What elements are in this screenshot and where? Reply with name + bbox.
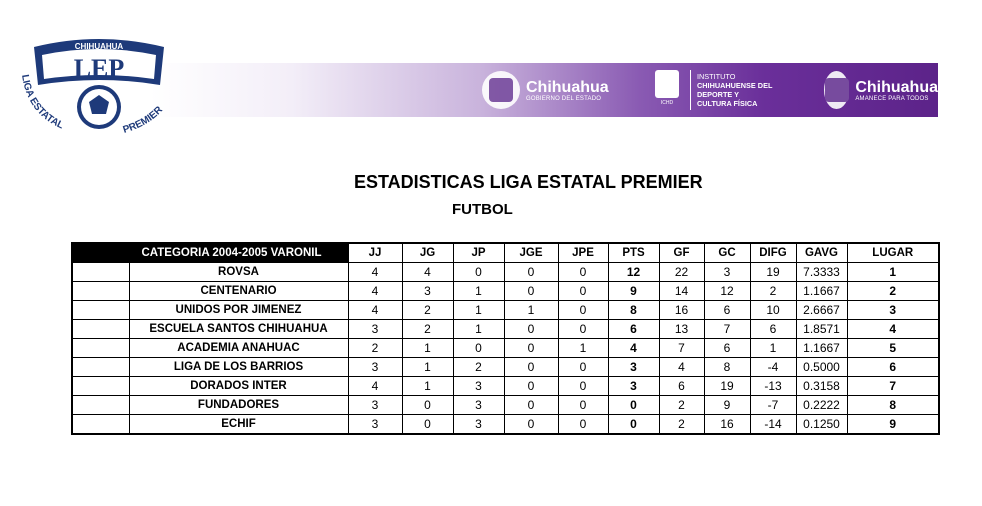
jp-cell: 0 [453,339,504,358]
jge-cell: 0 [504,415,558,435]
gc-cell: 3 [704,263,750,282]
lugar-cell: 6 [847,358,939,377]
sponsor-tagline: AMANECE PARA TODOS [855,95,929,102]
gc-cell: 9 [704,396,750,415]
column-header: GF [659,243,704,263]
jge-cell: 0 [504,320,558,339]
difg-cell: 1 [750,339,796,358]
jg-cell: 2 [402,320,453,339]
table-row [72,263,939,282]
team-name-cell: LIGA DE LOS BARRIOS [129,358,348,377]
jg-cell: 1 [402,358,453,377]
column-header: GAVG [796,243,847,263]
team-name-cell: FUNDADORES [129,396,348,415]
difg-cell: 2 [750,282,796,301]
jp-cell: 3 [453,396,504,415]
jpe-cell: 1 [558,339,608,358]
jge-cell: 0 [504,358,558,377]
team-name-cell: ROVSA [129,263,348,282]
team-name-cell: ECHIF [129,415,348,435]
pts-cell: 8 [608,301,659,320]
jp-cell: 0 [453,263,504,282]
row-blank-cell [72,339,129,358]
difg-cell: 6 [750,320,796,339]
ichd-line: INSTITUTO [697,72,736,81]
column-header: JG [402,243,453,263]
gf-cell: 4 [659,358,704,377]
jj-cell: 4 [348,377,402,396]
jj-cell: 3 [348,415,402,435]
lugar-cell: 2 [847,282,939,301]
jge-cell: 0 [504,282,558,301]
jp-cell: 3 [453,377,504,396]
lugar-cell: 7 [847,377,939,396]
jj-cell: 3 [348,320,402,339]
column-header: JJ [348,243,402,263]
sponsor-amanece [824,67,938,113]
jg-cell: 0 [402,396,453,415]
gavg-cell: 0.2222 [796,396,847,415]
pts-cell: 12 [608,263,659,282]
sponsor-name: Chihuahua [526,78,609,96]
gf-cell: 2 [659,415,704,435]
team-name-cell: ESCUELA SANTOS CHIHUAHUA [129,320,348,339]
sponsor-gobierno [482,67,609,113]
row-blank-cell [72,320,129,339]
lugar-cell: 1 [847,263,939,282]
sponsor-divider [690,70,691,110]
standings-table [71,242,940,435]
gc-cell: 6 [704,339,750,358]
gavg-cell: 7.3333 [796,263,847,282]
gavg-cell: 0.1250 [796,415,847,435]
pts-cell: 9 [608,282,659,301]
table-header-row [72,243,939,263]
pts-cell: 3 [608,377,659,396]
jpe-cell: 0 [558,415,608,435]
table-row [72,415,939,435]
sponsor-ichd [652,67,772,113]
team-name-cell: UNIDOS POR JIMENEZ [129,301,348,320]
row-blank-cell [72,263,129,282]
jpe-cell: 0 [558,377,608,396]
gf-cell: 22 [659,263,704,282]
jp-cell: 1 [453,282,504,301]
jge-cell: 1 [504,301,558,320]
row-blank-cell [72,358,129,377]
table-row [72,282,939,301]
column-header: LUGAR [847,243,939,263]
state-shield-icon [824,71,849,109]
row-blank-cell [72,415,129,435]
jp-cell: 1 [453,301,504,320]
gavg-cell: 1.1667 [796,339,847,358]
table-row [72,358,939,377]
team-name-cell: ACADEMIA ANAHUAC [129,339,348,358]
jj-cell: 4 [348,282,402,301]
team-name-cell: CENTENARIO [129,282,348,301]
pts-cell: 3 [608,358,659,377]
row-blank-cell [72,377,129,396]
gavg-cell: 1.1667 [796,282,847,301]
jge-cell: 0 [504,263,558,282]
gc-cell: 7 [704,320,750,339]
gc-cell: 6 [704,301,750,320]
sponsor-tagline: GOBIERNO DEL ESTADO [526,95,602,102]
ichd-line: CHIHUAHUENSE DEL [697,81,773,90]
column-header: JP [453,243,504,263]
jj-cell: 3 [348,358,402,377]
gf-cell: 6 [659,377,704,396]
row-blank-cell [72,301,129,320]
sponsor-name: Chihuahua [855,78,938,96]
pts-cell: 4 [608,339,659,358]
jpe-cell: 0 [558,282,608,301]
pts-cell: 0 [608,415,659,435]
difg-cell: -14 [750,415,796,435]
difg-cell: -13 [750,377,796,396]
jj-cell: 4 [348,263,402,282]
jpe-cell: 0 [558,301,608,320]
column-header: PTS [608,243,659,263]
gf-cell: 16 [659,301,704,320]
gavg-cell: 0.3158 [796,377,847,396]
difg-cell: -4 [750,358,796,377]
lugar-cell: 5 [847,339,939,358]
ichd-emblem-icon [652,70,682,110]
svg-text:LIGA ESTATAL: LIGA ESTATAL [19,73,66,132]
state-shield-icon [482,71,520,109]
lugar-cell: 9 [847,415,939,435]
column-header: GC [704,243,750,263]
page-title: ESTADISTICAS LIGA ESTATAL PREMIER [354,172,703,192]
table-row [72,377,939,396]
svg-text:LEP: LEP [73,54,125,83]
ichd-tag: ICHD [660,100,674,106]
jge-cell: 0 [504,339,558,358]
table-row [72,339,939,358]
jg-cell: 4 [402,263,453,282]
gc-cell: 16 [704,415,750,435]
table-row [72,396,939,415]
jpe-cell: 0 [558,320,608,339]
jp-cell: 3 [453,415,504,435]
jpe-cell: 0 [558,263,608,282]
gf-cell: 14 [659,282,704,301]
jge-cell: 0 [504,377,558,396]
row-blank-cell [72,396,129,415]
jge-cell: 0 [504,396,558,415]
gc-cell: 12 [704,282,750,301]
gf-cell: 2 [659,396,704,415]
pts-cell: 6 [608,320,659,339]
table-row [72,301,939,320]
table-row [72,320,939,339]
page-subtitle: FUTBOL [452,201,513,218]
jj-cell: 3 [348,396,402,415]
lugar-cell: 3 [847,301,939,320]
team-name-cell: DORADOS INTER [129,377,348,396]
ichd-line: DEPORTE Y [697,90,740,99]
column-header: JPE [558,243,608,263]
gf-cell: 13 [659,320,704,339]
jp-cell: 2 [453,358,504,377]
jj-cell: 2 [348,339,402,358]
jg-cell: 3 [402,282,453,301]
gc-cell: 19 [704,377,750,396]
jg-cell: 1 [402,377,453,396]
row-blank-cell [72,282,129,301]
svg-text:PREMIER: PREMIER [121,104,165,135]
header-blank-cell [72,243,129,263]
category-header: CATEGORIA 2004-2005 VARONIL [129,243,348,263]
gavg-cell: 1.8571 [796,320,847,339]
pts-cell: 0 [608,396,659,415]
jg-cell: 0 [402,415,453,435]
difg-cell: -7 [750,396,796,415]
ichd-line: CULTURA FÍSICA [697,99,758,108]
difg-cell: 19 [750,263,796,282]
lep-logo [14,35,184,135]
column-header: JGE [504,243,558,263]
lugar-cell: 4 [847,320,939,339]
gavg-cell: 0.5000 [796,358,847,377]
jj-cell: 4 [348,301,402,320]
jp-cell: 1 [453,320,504,339]
lugar-cell: 8 [847,396,939,415]
jg-cell: 1 [402,339,453,358]
jpe-cell: 0 [558,358,608,377]
svg-text:CHIHUAHUA: CHIHUAHUA [74,42,124,51]
jg-cell: 2 [402,301,453,320]
column-header: DIFG [750,243,796,263]
difg-cell: 10 [750,301,796,320]
gf-cell: 7 [659,339,704,358]
gc-cell: 8 [704,358,750,377]
gavg-cell: 2.6667 [796,301,847,320]
jpe-cell: 0 [558,396,608,415]
